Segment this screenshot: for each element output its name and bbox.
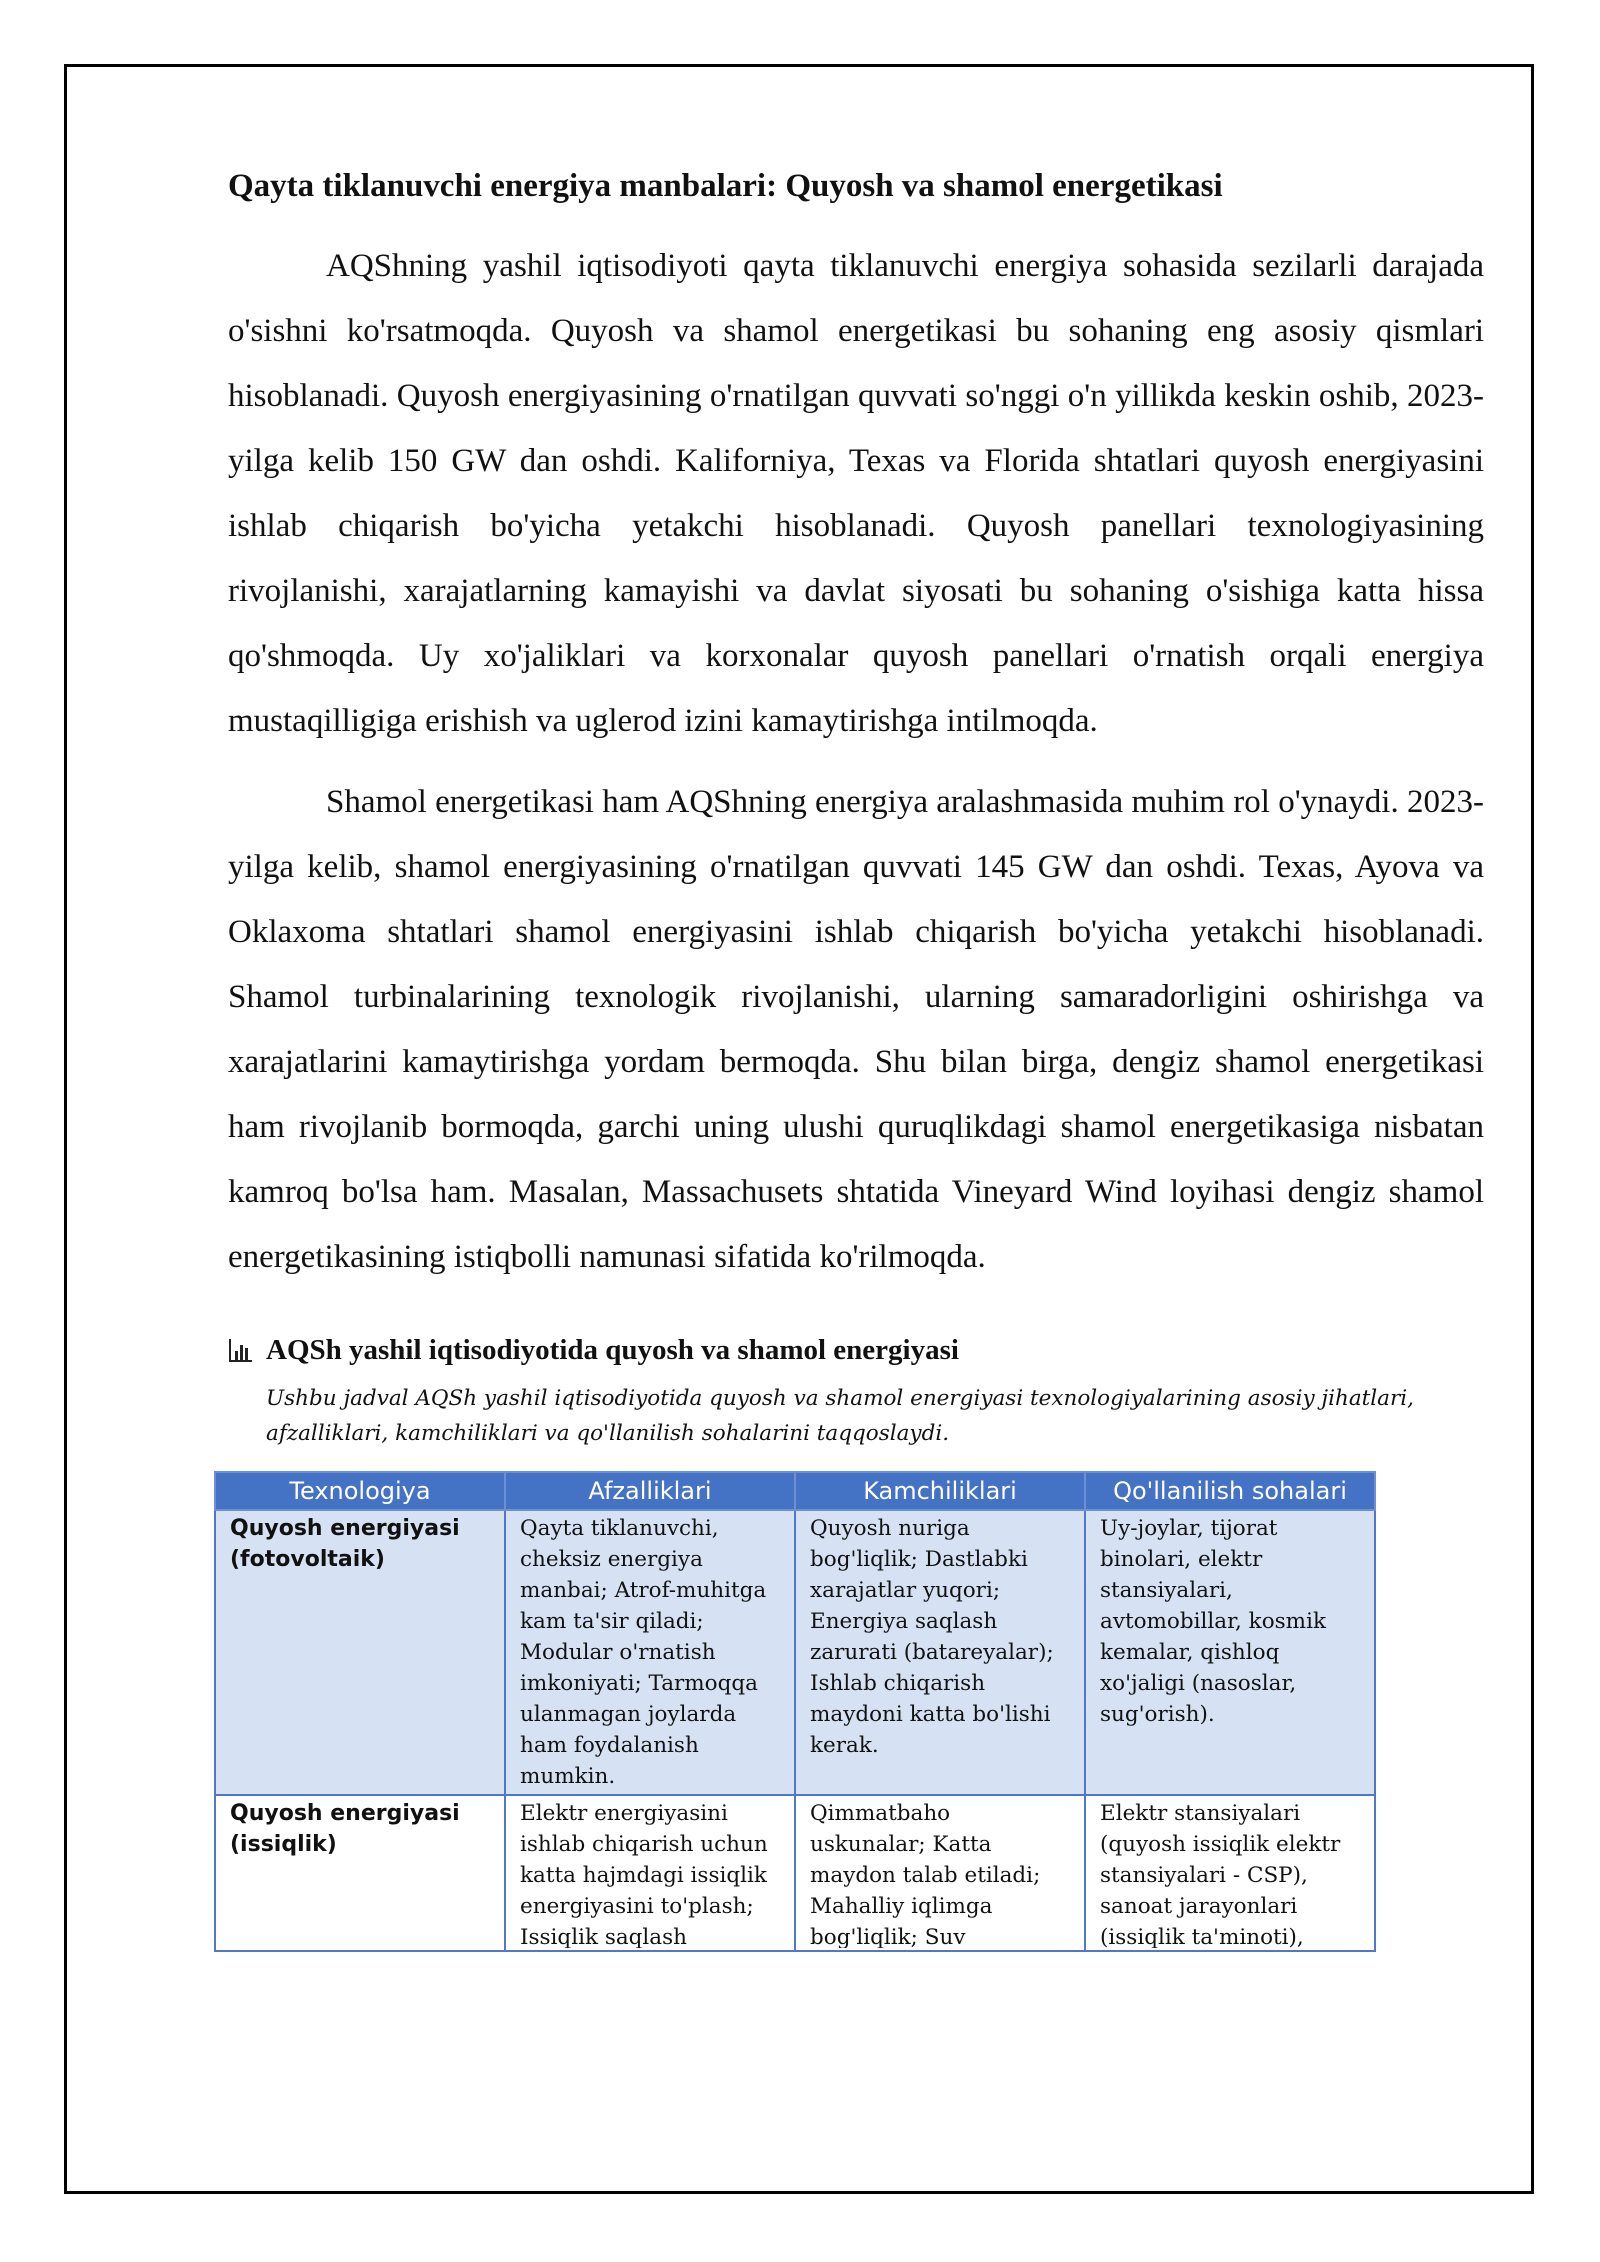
cell-advantages: Elektr energiyasini ishlab chiqarish uchun katta hajmdagi issiqlik energiyasini to'plash; Issiqlik saqlash [505,1795,795,1951]
cell-technology: Quyosh energiyasi (fotovoltaik) [215,1510,505,1795]
table-row [215,1795,1375,1951]
column-header-disadvantages: Kamchiliklari [795,1472,1085,1510]
cell-applications: Elektr stansiyalari (quyosh issiqlik elektr stansiyalari - CSP), sanoat jarayonlari (issiqlik ta'minoti), [1085,1795,1375,1951]
column-header-advantages: Afzalliklari [505,1472,795,1510]
column-header-technology: Texnologiya [215,1472,505,1510]
table-heading-text: AQSh yashil iqtisodiyotida quyosh va shamol energiyasi [266,1333,959,1366]
paragraph-wind: Shamol energetikasi ham AQShning energiya aralashmasida muhim rol o'ynaydi. 2023-yilga kelib, shamol energiyasining o'rnatilgan quvvati 145 GW dan oshdi. Texas, Ayova va Oklaxoma shtatlari shamol energiyasini ishlab chiqarish bo'yicha yetakchi hisoblanadi. Shamol turbinalarining texnologik rivojlanishi, ularning samaradorligini oshirishga va xarajatlarini kamaytirishga yordam bermoqda. Shu bilan birga, dengiz shamol energetikasi ham rivojlanib bormoqda, garchi uning ulushi quruqlikdagi shamol energetikasiga nisbatan kamroq bo'lsa ham. Masalan, Massachusets shtatida Vineyard Wind loyihasi dengiz shamol energetikasining istiqbolli namunasi sifatida ko'rilmoqda. [228,783,1484,1275]
bar-chart-icon [228,1337,254,1363]
table-heading [228,1334,1484,1367]
table-header-row [215,1472,1375,1510]
table-row [215,1510,1375,1795]
cell-technology: Quyosh energiyasi (issiqlik) [215,1795,505,1951]
document-title: Qayta tiklanuvchi energiya manbalari: Quyosh va shamol energetikasi [228,168,1223,204]
document-body [228,165,1484,1952]
table-caption: Ushbu jadval AQSh yashil iqtisodiyotida quyosh va shamol energiyasi texnologiyalarining asosiy jihatlari, afzalliklari, kamchiliklari va qo'llanilish sohalarini taqqoslaydi. [266,1385,1414,1446]
cell-applications: Uy-joylar, tijorat binolari, elektr stansiyalari, avtomobillar, kosmik kemalar, qishloq xo'jaligi (nasoslar, sug'orish). [1085,1510,1375,1795]
cell-disadvantages: Quyosh nuriga bog'liqlik; Dastlabki xarajatlar yuqori; Energiya saqlash zarurati (batareyalar); Ishlab chiqarish maydoni katta bo'lishi kerak. [795,1510,1085,1795]
paragraph-solar: AQShning yashil iqtisodiyoti qayta tiklanuvchi energiya sohasida sezilarli darajada o'sishni ko'rsatmoqda. Quyosh va shamol energetikasi bu sohaning eng asosiy qismlari hisoblanadi. Quyosh energiyasining o'rnatilgan quvvati so'nggi o'n yillikda keskin oshib, 2023-yilga kelib 150 GW dan oshdi. Kaliforniya, Texas va Florida shtatlari quyosh energiyasini ishlab chiqarish bo'yicha yetakchi hisoblanadi. Quyosh panellari texnologiyasining rivojlanishi, xarajatlarning kamayishi va davlat siyosati bu sohaning o'sishiga katta hissa qo'shmoqda. Uy xo'jaliklari va korxonalar quyosh panellari o'rnatish orqali energiya mustaqilligiga erishish va uglerod izini kamaytirishga intilmoqda. [228,247,1484,739]
comparison-table [214,1471,1376,1952]
column-header-applications: Qo'llanilish sohalari [1085,1472,1375,1510]
cell-advantages: Qayta tiklanuvchi, cheksiz energiya manbai; Atrof-muhitga kam ta'sir qiladi; Modular o'rnatish imkoniyati; Tarmoqqa ulanmagan joylarda ham foydalanish mumkin. [505,1510,795,1795]
cell-disadvantages: Qimmatbaho uskunalar; Katta maydon talab etiladi; Mahalliy iqlimga bog'liqlik; Suv [795,1795,1085,1951]
